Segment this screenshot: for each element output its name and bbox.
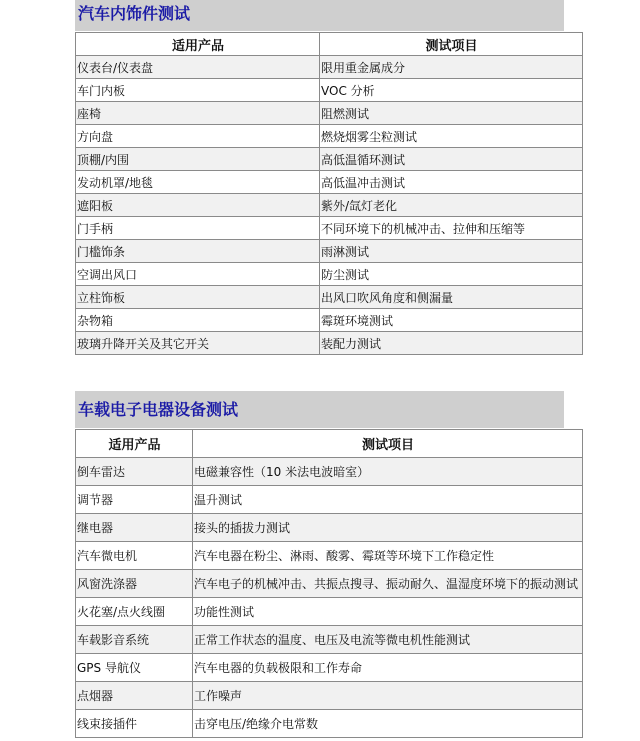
table-row — [76, 125, 583, 148]
product-cell: 杂物箱 — [76, 309, 320, 332]
test-item-cell: 击穿电压/绝缘介电常数 — [193, 710, 583, 738]
column-header-test-item: 测试项目 — [193, 430, 583, 458]
table-row — [76, 654, 583, 682]
table-row — [76, 514, 583, 542]
table-row — [76, 598, 583, 626]
table-row — [76, 286, 583, 309]
test-item-cell: 功能性测试 — [193, 598, 583, 626]
test-item-cell: 雨淋测试 — [320, 240, 583, 263]
test-item-cell: 防尘测试 — [320, 263, 583, 286]
table-row — [76, 542, 583, 570]
table-row — [76, 102, 583, 125]
product-cell: 方向盘 — [76, 125, 320, 148]
product-cell: 玻璃升降开关及其它开关 — [76, 332, 320, 355]
table-row — [76, 682, 583, 710]
table-row — [76, 332, 583, 355]
table-row — [76, 56, 583, 79]
section-title-vehicle-electronics: 车载电子电器设备测试 — [75, 391, 564, 428]
test-item-cell: 阻燃测试 — [320, 102, 583, 125]
product-cell: 汽车微电机 — [76, 542, 193, 570]
test-item-cell: 高低温冲击测试 — [320, 171, 583, 194]
test-item-cell: 接头的插拔力测试 — [193, 514, 583, 542]
table-row — [76, 240, 583, 263]
table-row — [76, 309, 583, 332]
product-cell: GPS 导航仪 — [76, 654, 193, 682]
product-cell: 发动机罩/地毯 — [76, 171, 320, 194]
product-cell: 遮阳板 — [76, 194, 320, 217]
table-row — [76, 263, 583, 286]
test-item-cell: 限用重金属成分 — [320, 56, 583, 79]
test-item-cell: 不同环境下的机械冲击、拉伸和压缩等 — [320, 217, 583, 240]
test-item-cell: 汽车电器在粉尘、淋雨、酸雾、霉斑等环境下工作稳定性 — [193, 542, 583, 570]
product-cell: 点烟器 — [76, 682, 193, 710]
table-row — [76, 570, 583, 598]
test-item-cell: 紫外/氙灯老化 — [320, 194, 583, 217]
test-item-cell: 霉斑环境测试 — [320, 309, 583, 332]
interior-parts-table — [75, 32, 583, 355]
vehicle-electronics-table — [75, 429, 583, 738]
test-item-cell: 正常工作状态的温度、电压及电流等微电机性能测试 — [193, 626, 583, 654]
column-header-product: 适用产品 — [76, 33, 320, 56]
table-row — [76, 486, 583, 514]
table-row — [76, 171, 583, 194]
test-item-cell: 电磁兼容性（10 米法电波暗室） — [193, 458, 583, 486]
product-cell: 门手柄 — [76, 217, 320, 240]
table-row — [76, 79, 583, 102]
table-row — [76, 194, 583, 217]
test-item-cell: 装配力测试 — [320, 332, 583, 355]
test-item-cell: 汽车电器的负载极限和工作寿命 — [193, 654, 583, 682]
product-cell: 倒车雷达 — [76, 458, 193, 486]
product-cell: 顶棚/内围 — [76, 148, 320, 171]
product-cell: 空调出风口 — [76, 263, 320, 286]
product-cell: 继电器 — [76, 514, 193, 542]
product-cell: 风窗洗涤器 — [76, 570, 193, 598]
table-row — [76, 626, 583, 654]
product-cell: 车载影音系统 — [76, 626, 193, 654]
product-cell: 门槛饰条 — [76, 240, 320, 263]
table-header-row — [76, 33, 583, 56]
table-row — [76, 148, 583, 171]
table-row — [76, 710, 583, 738]
table-row — [76, 458, 583, 486]
test-item-cell: 高低温循环测试 — [320, 148, 583, 171]
test-item-cell: 工作噪声 — [193, 682, 583, 710]
test-item-cell: 出风口吹风角度和侧漏量 — [320, 286, 583, 309]
test-item-cell: VOC 分析 — [320, 79, 583, 102]
test-item-cell: 燃烧烟雾尘粒测试 — [320, 125, 583, 148]
table-row — [76, 217, 583, 240]
table-header-row — [76, 430, 583, 458]
product-cell: 调节器 — [76, 486, 193, 514]
column-header-product: 适用产品 — [76, 430, 193, 458]
test-item-cell: 汽车电子的机械冲击、共振点搜寻、振动耐久、温湿度环境下的振动测试 — [193, 570, 583, 598]
product-cell: 线束接插件 — [76, 710, 193, 738]
column-header-test-item: 测试项目 — [320, 33, 583, 56]
product-cell: 仪表台/仪表盘 — [76, 56, 320, 79]
product-cell: 座椅 — [76, 102, 320, 125]
product-cell: 车门内板 — [76, 79, 320, 102]
test-item-cell: 温升测试 — [193, 486, 583, 514]
product-cell: 立柱饰板 — [76, 286, 320, 309]
product-cell: 火花塞/点火线圈 — [76, 598, 193, 626]
section-title-interior-parts: 汽车内饰件测试 — [75, 0, 564, 31]
